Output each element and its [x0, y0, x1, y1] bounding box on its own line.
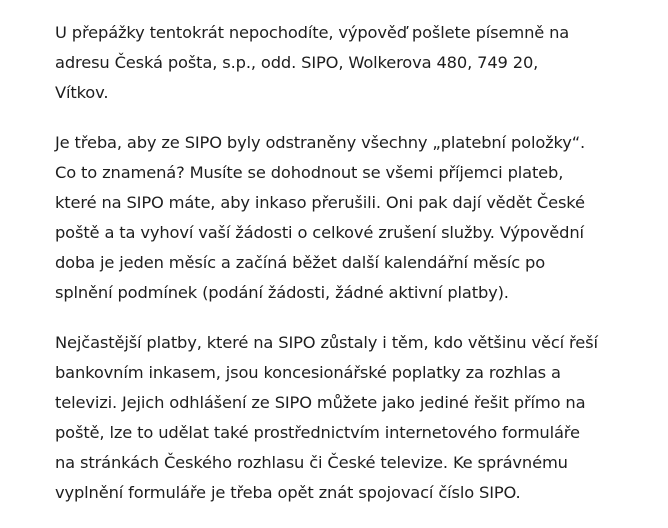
text-line: Co to znamená? Musíte se dohodnout se všemi příjemci plateb,: [55, 163, 564, 182]
paragraph-conditions: [55, 128, 645, 308]
text-line: poště, lze to udělat také prostřednictvím internetového formuláře: [55, 423, 580, 442]
text-line: adresu Česká pošta, s.p., odd. SIPO, Wolkerova 480, 749 20,: [55, 53, 539, 72]
paragraph-fees: [55, 328, 645, 508]
text-line: vyplnění formuláře je třeba opět znát spojovací číslo SIPO.: [55, 483, 521, 502]
text-line: na stránkách Českého rozhlasu či České televize. Ke správnému: [55, 453, 568, 472]
text-line: Je třeba, aby ze SIPO byly odstraněny všechny „platební položky“.: [55, 133, 586, 152]
paragraph-address: [55, 18, 645, 108]
text-line: splnění podmínek (podání žádosti, žádné aktivní platby).: [55, 283, 509, 302]
text-line: bankovním inkasem, jsou koncesionářské poplatky za rozhlas a: [55, 363, 561, 382]
text-line: Nejčastější platby, které na SIPO zůstaly i těm, kdo většinu věcí řeší: [55, 333, 598, 352]
text-line: doba je jeden měsíc a začíná běžet další kalendářní měsíc po: [55, 253, 546, 272]
text-line: televizi. Jejich odhlášení ze SIPO můžete jako jediné řešit přímo na: [55, 393, 586, 412]
text-line: U přepážky tentokrát nepochodíte, výpověď pošlete písemně na: [55, 23, 570, 42]
text-line: Vítkov.: [55, 83, 109, 102]
text-line: které na SIPO máte, aby inkaso přerušili. Oni pak dají vědět České: [55, 193, 585, 212]
article-body: [55, 18, 645, 528]
text-line: poště a ta vyhoví vaší žádosti o celkové zrušení služby. Výpovědní: [55, 223, 584, 242]
